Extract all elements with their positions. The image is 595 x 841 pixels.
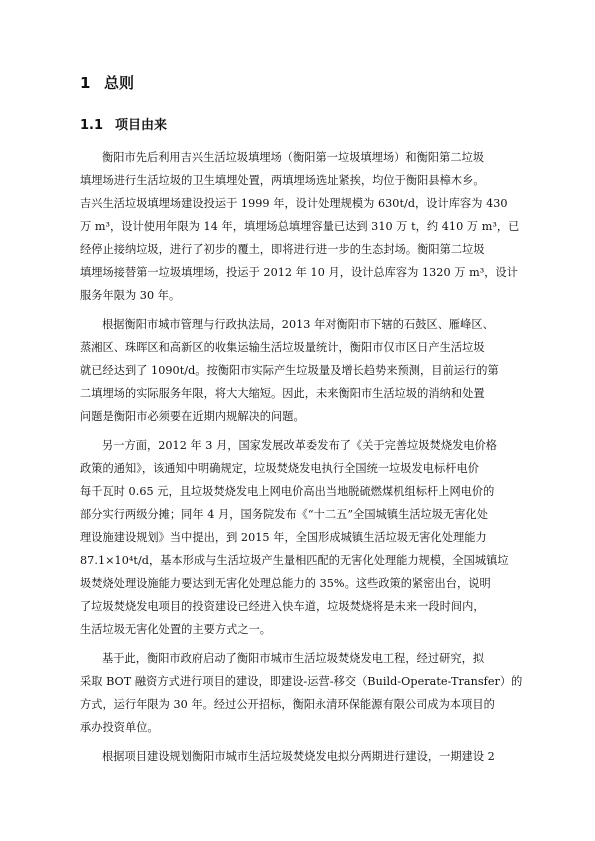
body-line: 另一方面，2012 年 3 月，国家发展改革委发布了《关于完善垃圾焚烧发电价格 (102, 439, 498, 452)
body-line: 理设施建设规划》当中提出，到 2015 年，全国形成城镇生活垃圾无害化处理能力 (80, 531, 487, 544)
section-title: 总则 (104, 74, 135, 92)
body-line: 二填埋场的实际服务年限，将大大缩短。因此，未来衡阳市生活垃圾的消纳和处置 (80, 387, 485, 400)
subsection-title: 项目由来 (115, 118, 168, 133)
body-line: 填埋场接替第一垃圾填埋场，投运于 2012 年 10 月，设计总库容为 1320 万 m³，设计 (80, 266, 519, 279)
body-line: 政策的通知》，该通知中明确规定，垃圾焚烧发电执行全国统一垃圾发电标杆电价 (80, 462, 479, 475)
body-line: 问题是衡阳市必须要在近期内规解决的问题。 (80, 410, 305, 423)
body-line: 吉兴生活垃圾填埋场建设投运于 1999 年，设计处理规模为 630t/d，设计库容为 430 (80, 197, 508, 210)
body-line: 生活垃圾无害化处置的主要方式之一。 (80, 623, 272, 636)
body-line: 万 m³，设计使用年限为 14 年，填埋场总填埋容量已达到 310 万 t，约 410 万 m³，已 (80, 220, 520, 233)
section-heading (80, 73, 134, 93)
body-line: 就已经达到了 1090t/d。按衡阳市实际产生垃圾量及增长趋势来预测，目前运行的第 (80, 364, 499, 377)
body-line: 承办投资单位。 (80, 721, 159, 734)
body-line: 了垃圾焚烧发电项目的投资建设已经进入快车道，垃圾焚烧将是未来一段时间内， (80, 600, 485, 613)
body-line: 部分实行两级分摊；同年 4 月，国务院发布《“十二五”全国城镇生活垃圾无害化处 (80, 508, 488, 521)
body-line: 填埋场进行生活垃圾的卫生填埋处置，两填埋场选址紧挨，均位于衡阳县樟木乡。 (80, 174, 485, 187)
section-number: 1 (80, 74, 91, 92)
body-line: 蒸湘区、珠晖区和高新区的收集运输生活垃圾量统计，衡阳市仅市区日产生活垃圾 (80, 341, 485, 354)
body-line: 基于此，衡阳市政府启动了衡阳市城市生活垃圾焚烧发电工程，经过研究，拟 (102, 652, 485, 665)
body-line: 方式，运行年限为 30 年。经过公开招标，衡阳永清环保能源有限公司成为本项目的 (80, 698, 495, 711)
body-line: 采取 BOT 融资方式进行项目的建设，即建设-运营-移交（Build-Operate-Transfer）的 (80, 675, 523, 688)
body-line: 每千瓦时 0.65 元，且垃圾焚烧发电上网电价高出当地脱硫燃煤机组标杆上网电价的 (80, 485, 495, 498)
body-line: 衡阳市先后利用吉兴生活垃圾填埋场（衡阳第一垃圾填埋场）和衡阳第二垃圾 (102, 151, 485, 164)
subsection-number: 1.1 (80, 118, 104, 133)
body-line: 根据衡阳市城市管理与行政执法局，2013 年对衡阳市下辖的石鼓区、雁峰区、 (102, 318, 494, 331)
body-line: 根据项目建设规划衡阳市城市生活垃圾焚烧发电拟分两期进行建设，一期建设 2 (102, 750, 495, 763)
body-line: 圾焚烧处理设施能力要达到无害化处理总能力的 35%。这些政策的紧密出台，说明 (80, 577, 491, 590)
body-line: 87.1×10⁴t/d，基本形成与生活垃圾产生量相匹配的无害化处理能力规模，全国城镇垃 (80, 554, 509, 567)
subsection-heading (80, 117, 167, 135)
body-line: 经停止接纳垃圾，进行了初步的覆土，即将进行进一步的生态封场。衡阳第二垃圾 (80, 243, 485, 256)
body-line: 服务年限为 30 年。 (80, 289, 181, 302)
